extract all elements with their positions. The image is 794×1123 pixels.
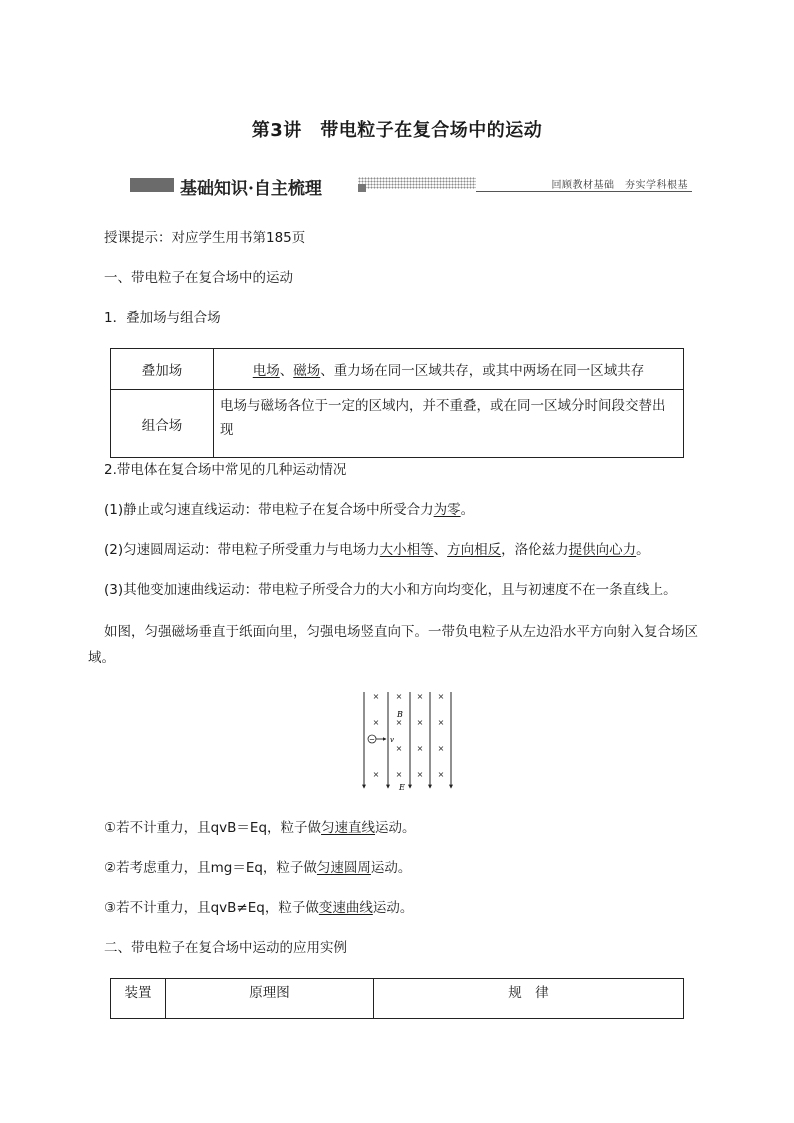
banner-subtitle: 回顾教材基础 夯实学科根基 xyxy=(551,180,688,191)
text-segment: (1)静止或匀速直线运动：带电粒子在复合场中所受合力 xyxy=(104,502,434,518)
cross-mark: × xyxy=(395,692,403,701)
subheading-2: 2.带电体在复合场中常见的几种运动情况 xyxy=(104,462,347,478)
answer-blank: 大小相等 xyxy=(379,542,434,558)
application-table xyxy=(110,978,684,1019)
cross-mark: × xyxy=(416,692,424,701)
table-row xyxy=(111,349,684,390)
charge-sign: − xyxy=(369,735,375,744)
cross-mark: × xyxy=(395,770,403,779)
figure-intro-line-1: 如图，匀强磁场垂直于纸面向里，匀强电场竖直向下。一带负电粒子从左边沿水平方向射入复合场区 xyxy=(104,624,698,640)
motion-item-1 xyxy=(104,500,474,520)
banner-dots xyxy=(358,177,476,189)
velocity-label: v xyxy=(390,736,394,744)
answer-blank: 匀速直线 xyxy=(321,820,376,836)
cross-mark: × xyxy=(416,770,424,779)
text-segment: (2)匀速圆周运动：带电粒子所受重力与电场力 xyxy=(104,542,380,558)
row-line: 现 xyxy=(220,422,234,438)
text-segment: 。 xyxy=(460,502,475,518)
cross-mark: × xyxy=(437,770,445,779)
cross-mark: × xyxy=(372,718,380,727)
banner-title: 基础知识·自主梳理 xyxy=(180,179,322,199)
text-segment: ，洛伦兹力 xyxy=(501,542,569,558)
cross-mark: × xyxy=(395,744,403,753)
teaching-tip: 授课提示：对应学生用书第185页 xyxy=(104,230,306,246)
case-1 xyxy=(104,818,416,838)
text-segment: 运动。 xyxy=(372,900,414,916)
banner-block xyxy=(130,178,174,192)
row-content xyxy=(214,390,684,458)
blank-magnetic: 磁场 xyxy=(293,363,321,379)
text-segment: ③若不计重力，且qvB≠Eq，粒子做 xyxy=(104,900,319,916)
banner-square xyxy=(358,184,366,192)
cross-mark: × xyxy=(416,718,424,727)
header-diagram: 原理图 xyxy=(166,979,374,1019)
cross-mark: × xyxy=(395,718,403,727)
header-rule: 规 律 xyxy=(374,979,684,1019)
text-segment: 。 xyxy=(636,542,650,558)
case-2 xyxy=(104,858,411,878)
answer-blank: 方向相反 xyxy=(447,542,502,558)
table-row xyxy=(111,390,684,458)
magnetic-field-label: B xyxy=(397,710,403,719)
cross-mark: × xyxy=(416,744,424,753)
row-content xyxy=(214,349,684,390)
row-label: 组合场 xyxy=(111,390,214,458)
section-banner xyxy=(130,174,692,199)
text-segment: ②若考虑重力，且mg＝Eq，粒子做 xyxy=(104,860,317,876)
row-label: 叠加场 xyxy=(111,349,214,390)
electric-field-label: E xyxy=(399,783,405,792)
text-segment: 、 xyxy=(433,542,448,558)
text-segment: 运动。 xyxy=(375,820,416,836)
text-segment: 运动。 xyxy=(370,860,412,876)
cross-mark: × xyxy=(437,718,445,727)
case-3 xyxy=(104,898,413,918)
figure-intro-line-2: 域。 xyxy=(88,650,115,666)
answer-blank: 变速曲线 xyxy=(318,900,373,916)
cross-mark: × xyxy=(437,692,445,701)
banner-rule xyxy=(476,191,692,192)
page-title: 第3讲 带电粒子在复合场中的运动 xyxy=(251,120,543,141)
subheading-1: 1．叠加场与组合场 xyxy=(104,310,221,326)
cross-mark: × xyxy=(372,770,380,779)
cross-mark: × xyxy=(372,692,380,701)
cross-mark: × xyxy=(437,744,445,753)
table-header-row xyxy=(111,979,684,1019)
field-diagram xyxy=(362,690,454,792)
answer-blank: 为零 xyxy=(433,502,461,518)
section-heading-1: 一、带电粒子在复合场中的运动 xyxy=(104,270,293,286)
answer-blank: 提供向心力 xyxy=(568,542,637,558)
section-heading-2: 二、带电粒子在复合场中运动的应用实例 xyxy=(104,940,347,956)
row-line: 电场与磁场各位于一定的区域内，并不重叠，或在同一区域分时间段交替出 xyxy=(220,398,666,414)
motion-item-3: (3)其他变加速曲线运动：带电粒子所受合力的大小和方向均变化，且与初速度不在一条直线上。 xyxy=(104,582,677,598)
text-segment: 、重力场在同一区域共存，或其中两场在同一区域共存 xyxy=(320,363,645,379)
header-device: 装置 xyxy=(111,979,166,1019)
answer-blank: 匀速圆周 xyxy=(316,860,371,876)
blank-electric: 电场 xyxy=(252,363,280,379)
text-segment: ①若不计重力，且qvB＝Eq，粒子做 xyxy=(104,820,322,836)
motion-item-2 xyxy=(104,540,650,560)
text-segment: 、 xyxy=(279,363,294,379)
field-table xyxy=(110,348,684,458)
